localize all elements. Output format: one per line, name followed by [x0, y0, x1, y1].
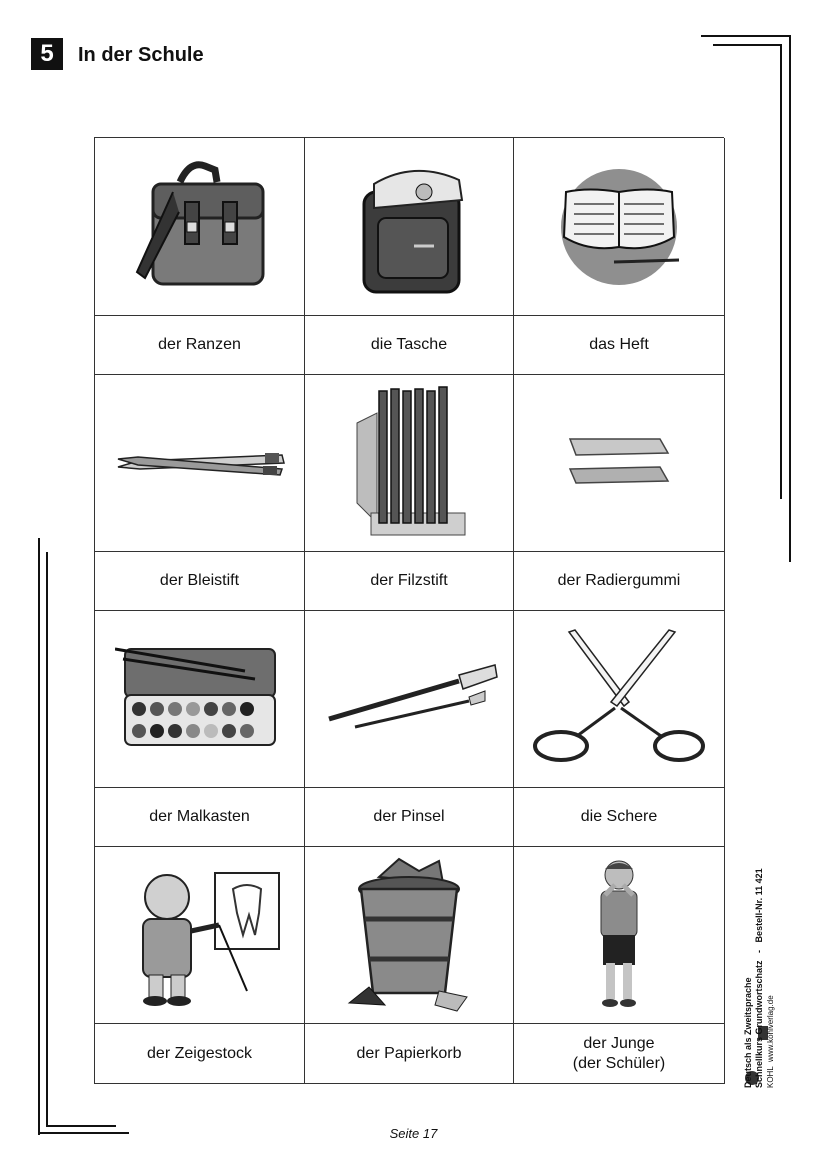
card-label-ranzen: der Ranzen — [95, 316, 305, 375]
side-website: www.kohlverlag.de — [766, 995, 775, 1063]
card-image-zeigestock — [95, 847, 305, 1024]
brushes-icon — [319, 659, 499, 739]
card-label-filzstift: der Filzstift — [305, 552, 514, 611]
erasers-icon — [564, 433, 674, 493]
satchel-icon — [125, 152, 275, 302]
card-image-papierkorb — [305, 847, 514, 1024]
page-title: In der Schule — [78, 44, 204, 66]
frame-line-bottom-left-v2 — [46, 552, 48, 1127]
card-image-heft — [514, 138, 725, 316]
card-label-tasche: die Tasche — [305, 316, 514, 375]
boy-icon — [579, 855, 659, 1015]
school-bag-icon — [334, 152, 484, 302]
frame-line-top-right-h2 — [713, 44, 782, 46]
card-label-malkasten: der Malkasten — [95, 788, 305, 847]
wastebasket-icon — [339, 855, 479, 1015]
frame-line-top-right-v1 — [789, 35, 791, 562]
card-image-schere — [514, 611, 725, 788]
side-publisher: KOHL — [766, 1066, 775, 1088]
card-label-papierkorb: der Papierkorb — [305, 1024, 514, 1084]
card-label-radiergummi: der Radiergummi — [514, 552, 725, 611]
page-number: Seite 17 — [389, 1126, 438, 1141]
frame-line-top-right-v2 — [780, 44, 782, 499]
frame-line-top-right-h1 — [701, 35, 791, 37]
card-image-malkasten — [95, 611, 305, 788]
card-label-junge-line2: (der Schüler) — [572, 1054, 666, 1072]
card-image-junge — [514, 847, 725, 1024]
side-series: Deutsch als Zweitsprache — [743, 977, 753, 1088]
card-image-tasche — [305, 138, 514, 316]
card-image-ranzen — [95, 138, 305, 316]
scissors-icon — [529, 624, 709, 774]
card-image-filzstift — [305, 375, 514, 552]
paint-box-icon — [115, 639, 285, 759]
side-publication-info — [743, 788, 776, 1088]
chapter-number: 5 — [31, 38, 63, 70]
card-image-pinsel — [305, 611, 514, 788]
card-label-junge — [514, 1024, 725, 1084]
felt-pens-icon — [349, 383, 469, 543]
card-label-junge-line1: der Junge — [583, 1034, 655, 1052]
frame-line-bottom-left-v1 — [38, 538, 40, 1135]
notebook-icon — [544, 152, 694, 302]
card-label-heft: das Heft — [514, 316, 725, 375]
card-image-radiergummi — [514, 375, 725, 552]
card-label-pinsel: der Pinsel — [305, 788, 514, 847]
card-label-zeigestock: der Zeigestock — [95, 1024, 305, 1084]
card-label-bleistift: der Bleistift — [95, 552, 305, 611]
card-image-bleistift — [95, 375, 305, 552]
side-title: Schnellkurs Grundwortschatz — [754, 960, 764, 1088]
pencils-icon — [110, 433, 290, 493]
side-order-number: Bestell-Nr. 11 421 — [754, 868, 764, 943]
vocabulary-grid — [94, 137, 724, 1084]
side-separator: - — [754, 949, 764, 953]
teacher-pointer-icon — [115, 855, 285, 1015]
card-label-schere: die Schere — [514, 788, 725, 847]
